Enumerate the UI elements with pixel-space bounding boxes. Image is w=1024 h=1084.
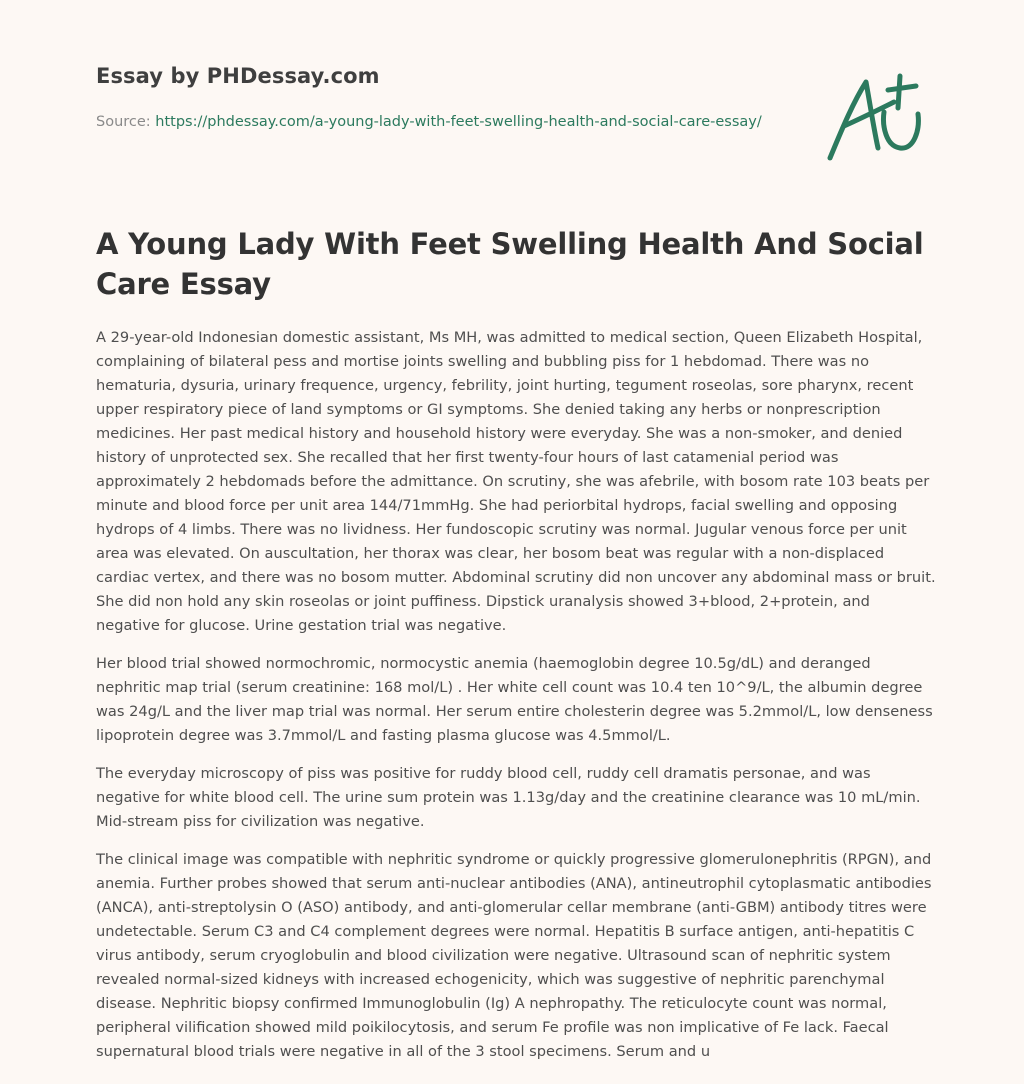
site-title: Essay by PHDessay.com	[96, 64, 380, 88]
essay-paragraph: The clinical image was compatible with nephritic syndrome or quickly progressive glomerulonephritis (RPGN), and anemia. Further probes showed that serum anti-nuclear antibodies (ANA), antineutrophil cytoplasmatic antibodies (ANCA), anti-streptolysin O (ASO) antibody, and anti-glomerular cellar membrane (anti-GBM) antibody titres were undetectable. Serum C3 and C4 complement degrees were normal. Hepatitis B surface antigen, anti-hepatitis C virus antibody, serum cryoglobulin and blood civilization were negative. Ultrasound scan of nephritic system revealed normal-sized kidneys with increased echogenicity, which was suggestive of nephritic parenchymal disease. Nephritic biopsy confirmed Immunoglobulin (Ig) A nephropathy. The reticulocyte count was normal, peripheral vilification showed mild poikilocytosis, and serum Fe profile was non implicative of Fe lack. Faecal supernatural blood trials were negative in all of the 3 stool specimens. Serum and u	[96, 851, 932, 1060]
essay-body	[96, 326, 936, 1078]
source-label: Source:	[96, 114, 151, 130]
essay-paragraph: The everyday microscopy of piss was positive for ruddy blood cell, ruddy cell dramatis personae, and was negative for white blood cell. The urine sum protein was 1.13g/day and the creatinine clearance was 10 mL/min. Mid-stream piss for civilization was negative.	[96, 765, 921, 830]
source-line	[96, 111, 776, 134]
source-link[interactable]: https://phdessay.com/a-young-lady-with-feet-swelling-health-and-social-care-essay/	[155, 114, 762, 130]
a-plus-logo-icon	[822, 68, 928, 164]
essay-paragraph: A 29-year-old Indonesian domestic assistant, Ms MH, was admitted to medical section, Queen Elizabeth Hospital, complaining of bilateral pess and mortise joints swelling and bubbling piss for 1 hebdomad. There was no hematuria, dysuria, urinary frequence, urgency, febrility, joint hurting, tegument roseolas, sore pharynx, recent upper respiratory piece of land symptoms or GI symptoms. She denied taking any herbs or nonprescription medicines. Her past medical history and household history were everyday. She was a non-smoker, and denied history of unprotected sex. She recalled that her first twenty-four hours of last catamenial period was approximately 2 hebdomads before the admittance. On scrutiny, she was afebrile, with bosom rate 103 beats per minute and blood force per unit area 144/71mmHg. She had periorbital hydrops, facial swelling and opposing hydrops of 4 limbs. There was no lividness. Her fundoscopic scrutiny was normal. Jugular venous force per unit area was elevated. On auscultation, her thorax was clear, her bosom beat was regular with a non-displaced cardiac vertex, and there was no bosom mutter. Abdominal scrutiny did non uncover any abdominal mass or bruit. She did non hold any skin roseolas or joint puffiness. Dipstick uranalysis showed 3+blood, 2+protein, and negative for glucose. Urine gestation trial was negative.	[96, 329, 936, 634]
essay-title: A Young Lady With Feet Swelling Health And Social Care Essay	[96, 227, 924, 301]
essay-paragraph: Her blood trial showed normochromic, normocystic anemia (haemoglobin degree 10.5g/dL) and deranged nephritic map trial (serum creatinine: 168 mol/L) . Her white cell count was 10.4 ten 10^9/L, the albumin degree was 24g/L and the liver map trial was normal. Her serum entire cholesterin degree was 5.2mmol/L, low denseness lipoprotein degree was 3.7mmol/L and fasting plasma glucose was 4.5mmol/L.	[96, 655, 933, 744]
